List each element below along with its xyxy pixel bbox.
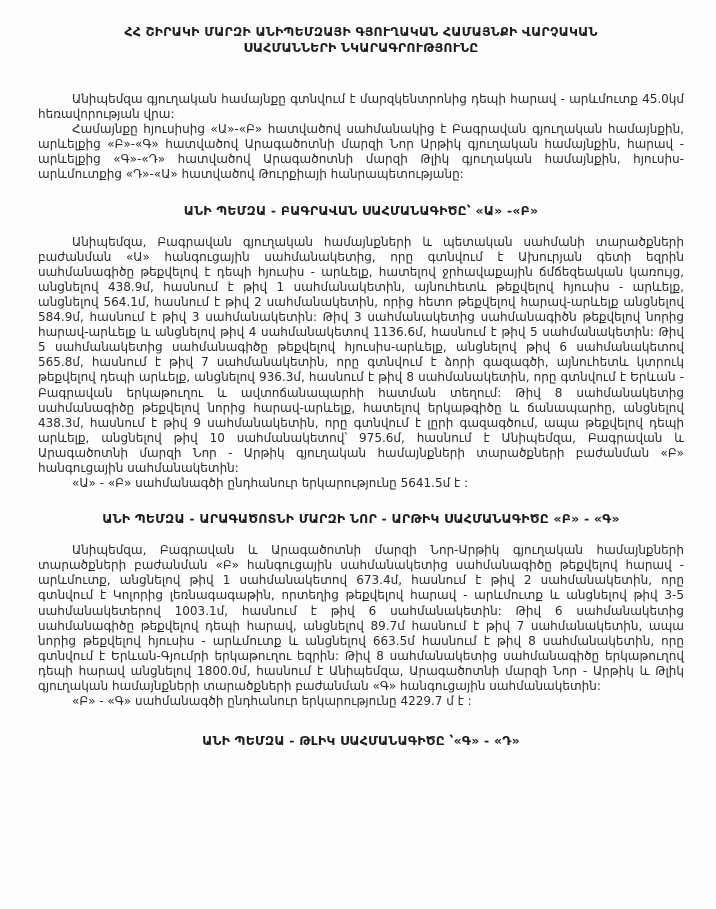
title-line-1: ՀՀ ՇԻՐԱԿԻ ՄԱՐԶԻ ԱՆԻՊԵՄԶԱՅԻ ԳՅՈՒՂԱԿԱՆ ՀԱՄԱՅՆՔԻ ՎԱՐՉԱԿԱՆ bbox=[124, 24, 598, 39]
section-heading-a-b: ԱՆԻ ՊԵՄԶԱ - ԲԱԳՐԱՎԱՆ ՍԱՀՄԱՆԱԳԻԾԸ՝ «Ա» -«Բ» bbox=[183, 202, 539, 218]
section-body-a-b: Անիպեմզա, Բագրավան գյուղական համայնքների և պետական սահմանի տարածքների բաժանման «Ա» հանգուցային սահմանակետից, որը գտնվում է Ախուրյան գետի եզրին սահմանագիծը թեքվելով է դեպի հյուսիս - արևելք, հատելով ջրհավաքային ճմճեզեական կառույց, անցնելով 438.9մ, հասնում է թիվ 1 սահմանակետին, այնուհետև թեքվելով հյուսիս - արևելք, անցնելով 564.1մ, հասնում է թիվ 2 սահմանակետին, որից հետո թեքվելով հարավ-արևելք անցնելով 584.9մ, հասնում է թիվ 3 սահմանակետին: Թիվ 3 սահմանակետից սահմանագիծն թեքվելով նորից հարավ-արևելք և անցնելով թիվ 4 սահմանակետով 1136.6մ, հասնում է թիվ 5 սահմանակետին: Թիվ 5 սահմանակետից սահմանագիծը թեքվելով հյուսիս-արևելք, անցնելով թիվ 6 սահմանակետով 565.8մ, հասնում է թիվ 7 սահմանակետին, որը գտնվում է ձորի գազագծի, այնուհետև կտրուկ թեքվելով դեպի արևելք, անցնելով 936.3մ, հասնում է թիվ 8 սահմանակետին, որը գտնվում է Երևան - Բագրավան երկաթուղու և ավտոճանապարհի հատման տեղում: Թիվ 8 սահմանակետից սահմանագիծը թեքվելով նորից հարավ-արևելք, հատելով երկաթգիծը և ճանապարհը, անցնելով 438.3մ, հասնում է թիվ 9 սահմանակետին, որը գտնվում է լըրի գազագծում, ապա թեքվելով դեպի արևելք, անցնելով թիվ 10 սահմանակետով՝ 975.6մ, հասնում է Անիպեմզա, Բագրավան և Արագածոտնի մարզի Նոր - Արթիկ գյուղական համայնքների տարածքների բաժանման «Բ» հանգուցային սահմանակետին: bbox=[38, 234, 684, 475]
section-body-b-g: Անիպեմզա, Բագրավան և Արագածոտնի մարզի Նոր-Արթիկ գյուղական համայնքների տարածքների բաժանման «Բ» հանգուցային սահմանակետից սահմանագիծը թեքվելով հարավ - արևմուտք, անցնելով թիվ 1 սահմանակետով 673.4մ, հասնում է թիվ 2 սահմանակետին, որը գտնվում է Կոլորից լեռնագագաթին, որտեղից թեքվելով հարավ - արևմուտք և անցնելով թիվ 3-5 սահմանակետերով 1003.1մ, հասնում է թիվ 6 սահմանակետին: Թիվ 6 սահմանակետից սահմանագիծը թեքվելով դեպի հարավ, անցնելով 89.7մ հասնում է թիվ 7 սահմանակետին, ապա նորից թեքվելով հյուսիս - արևմուտք և անցնելով 663.5մ հասնում է թիվ 8 սահմանակետին, որը գտնվում է Երևան-Գյումրի երկաթուղու եզրին: Թիվ 8 սահմանակետից սահմանագիծը երկաթուղով դեպի հարավ անցնելով 1800.0մ, հասնում է Անիպեմզա, Արագածոտնի մարզի Նոր - Արթիկ և Թլիկ գյուղական համայնքների տարածքների բաժանման «Գ» հանգուցային սահմանակետին: bbox=[38, 543, 684, 693]
section-heading-b-g: ԱՆԻ ՊԵՄԶԱ - ԱՐԱԳԱԾՈՏՆԻ ՄԱՐԶԻ ՆՈՐ - ԱՐԹԻԿ ՍԱՀՄԱՆԱԳԻԾԸ «Բ» - «Գ» bbox=[102, 511, 620, 527]
intro-paragraph-neighbors: Համայնքը հյուսիսից «Ա»-«Բ» հատվածով սահմանակից է Բագրավան գյուղական համայնքին, արևելքից «Բ»-«Գ» հատվածով Արագածոտնի մարզի Նոր Արթիկ գյուղական համայնքին, հարավ - արևելքից «Գ»-«Դ» հատվածով Արագածոտնի մարզի Թլիկ գյուղական համայնքին, հյուսիս-արևմուտքից «Դ»-«Ա» հատվածով Թուրքիայի հանրապետությանը: bbox=[38, 122, 684, 182]
section-length-b-g: «Բ» - «Գ» սահմանագծի ընդհանուր երկարությունը 4229.7 մ է : bbox=[72, 694, 472, 709]
title-line-2: ՍԱՀՄԱՆՆԵՐԻ ՆԿԱՐԱԳՐՈՒԹՅՈՒՆԸ bbox=[243, 40, 479, 55]
section-heading-g-d: ԱՆԻ ՊԵՄԶԱ - ԹԼԻԿ ՍԱՀՄԱՆԱԳԻԾԸ ՝«Գ» - «Դ» bbox=[202, 733, 520, 749]
intro-paragraph-location: Անիպեմզա գյուղական համայնքը գտնվում է մարզկենտրոնից դեպի հարավ - արևմուտք 45.0կմ հեռավորության վրա: bbox=[38, 92, 684, 122]
section-length-a-b: «Ա» - «Բ» սահմանագծի ընդհանուր երկարությունը 5641.5մ է : bbox=[72, 476, 469, 491]
document-title bbox=[38, 24, 684, 56]
